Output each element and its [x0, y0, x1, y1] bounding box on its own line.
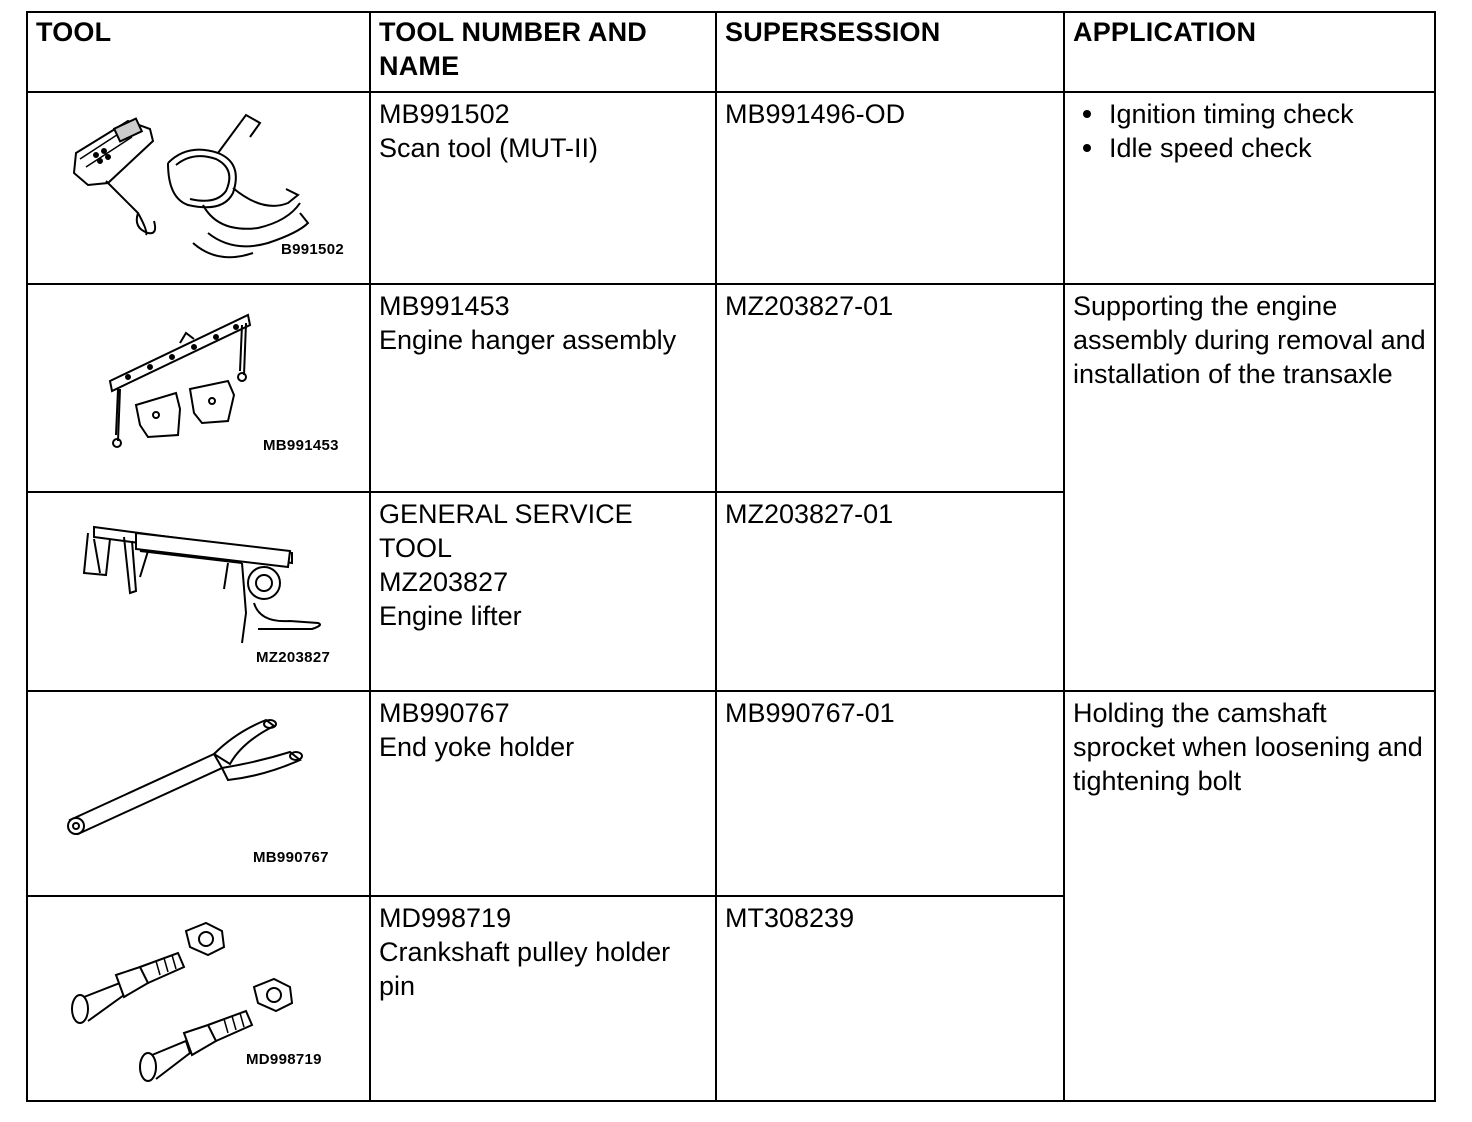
header-tool-number-and-name: TOOL NUMBER AND NAME: [370, 12, 716, 92]
tool-name: Engine lifter: [379, 601, 522, 631]
application-cell: Supporting the engine assembly during removal and installation of the transaxle: [1064, 284, 1435, 691]
tool-number: MD998719: [379, 903, 512, 933]
table-row: [27, 691, 1435, 896]
header-supersession: SUPERSESSION: [716, 12, 1064, 92]
tool-image-caption: MB990767: [253, 849, 329, 866]
application-item: Ignition timing check: [1073, 97, 1426, 131]
tool-number: MB991502: [379, 99, 510, 129]
tool-image-caption: MB991453: [263, 437, 339, 454]
tool-image-cell: [27, 284, 370, 492]
supersession-cell: MZ203827-01: [716, 284, 1064, 492]
tool-number-and-name: [370, 92, 716, 284]
tool-number-and-name: [370, 492, 716, 691]
tool-image-cell: [27, 492, 370, 691]
tool-image-caption: MZ203827: [256, 649, 331, 666]
tool-image-cell: [27, 691, 370, 896]
application-list: [1073, 97, 1426, 165]
tool-general-label: GENERAL SERVICE TOOL: [379, 499, 633, 563]
tool-number-and-name: [370, 691, 716, 896]
tool-name: Scan tool (MUT-II): [379, 133, 599, 163]
supersession-cell: MB991496-OD: [716, 92, 1064, 284]
engine-hanger-illustration: [28, 285, 368, 489]
tool-name: Engine hanger assembly: [379, 325, 677, 355]
supersession-cell: MB990767-01: [716, 691, 1064, 896]
tool-image-cell: [27, 896, 370, 1101]
tool-number-and-name: [370, 284, 716, 492]
table-row: [27, 92, 1435, 284]
header-tool: TOOL: [27, 12, 370, 92]
tool-image-cell: [27, 92, 370, 284]
supersession-cell: MT308239: [716, 896, 1064, 1101]
application-cell: [1064, 92, 1435, 284]
tool-number: MB991453: [379, 291, 510, 321]
tool-name: Crankshaft pulley holder pin: [379, 937, 671, 1001]
tool-number-and-name: [370, 896, 716, 1101]
special-tools-table: [26, 11, 1436, 1102]
application-item: Idle speed check: [1073, 131, 1426, 165]
supersession-cell: MZ203827-01: [716, 492, 1064, 691]
application-cell: Holding the camshaft sprocket when loosening and tightening bolt: [1064, 691, 1435, 1101]
header-application: APPLICATION: [1064, 12, 1435, 92]
tool-number: MB990767: [379, 698, 510, 728]
tool-image-caption: B991502: [281, 241, 344, 258]
table-row: [27, 284, 1435, 492]
tool-name: End yoke holder: [379, 732, 575, 762]
header-row: [27, 12, 1435, 92]
tool-number: MZ203827: [379, 567, 509, 597]
tool-image-caption: MD998719: [246, 1051, 322, 1068]
